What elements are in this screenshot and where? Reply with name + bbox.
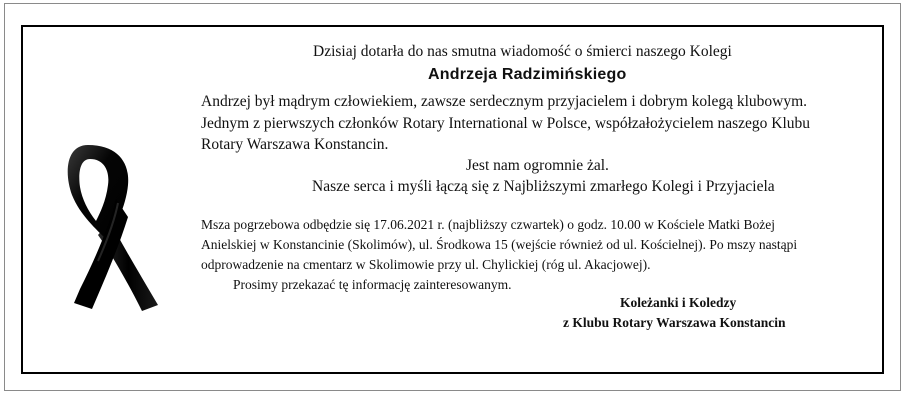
intro-text: Dzisiaj dotarła do nas smutna wiadomość o śmierci naszego Kolegi [313, 43, 732, 60]
tribute-line: Jednym z pierwszych członków Rotary International w Polsce, współzałożycielem naszego Klubu [201, 115, 811, 132]
condolence-text: Nasze serca i myśli łączą się z Najbliższymi zmarłego Kolegi i Przyjaciela [312, 178, 775, 195]
signature-line: z Klubu Rotary Warszawa Konstancin [563, 315, 786, 330]
request-text: Prosimy przekazać tę informację zainteresowanym. [233, 277, 512, 292]
mass-info-line: odprowadzenie na cmentarz w Skolimowie przy ul. Chylickiej (róg ul. Akacjowej). [201, 257, 651, 272]
mass-info-line: Anielskiej w Konstancinie (Skolimów), ul. Środkowa 15 (wejście również od ul. Kościelnej). Po mszy nastąpi [201, 237, 798, 252]
sorrow-text: Jest nam ogromnie żal. [466, 157, 609, 174]
deceased-name: Andrzeja Radzimińskiego [428, 66, 627, 83]
mourning-ribbon-icon [58, 143, 164, 313]
signature-line: Koleżanki i Koledzy [620, 295, 737, 310]
mass-info-line: Msza pogrzebowa odbędzie się 17.06.2021 r. (najbliższy czwartek) o godz. 10.00 w Kościele Matki Bożej [201, 217, 775, 232]
tribute-line: Andrzej był mądrym człowiekiem, zawsze serdecznym przyjacielem i dobrym kolegą klubowym. [201, 93, 808, 110]
tribute-line: Rotary Warszawa Konstancin. [201, 136, 389, 153]
